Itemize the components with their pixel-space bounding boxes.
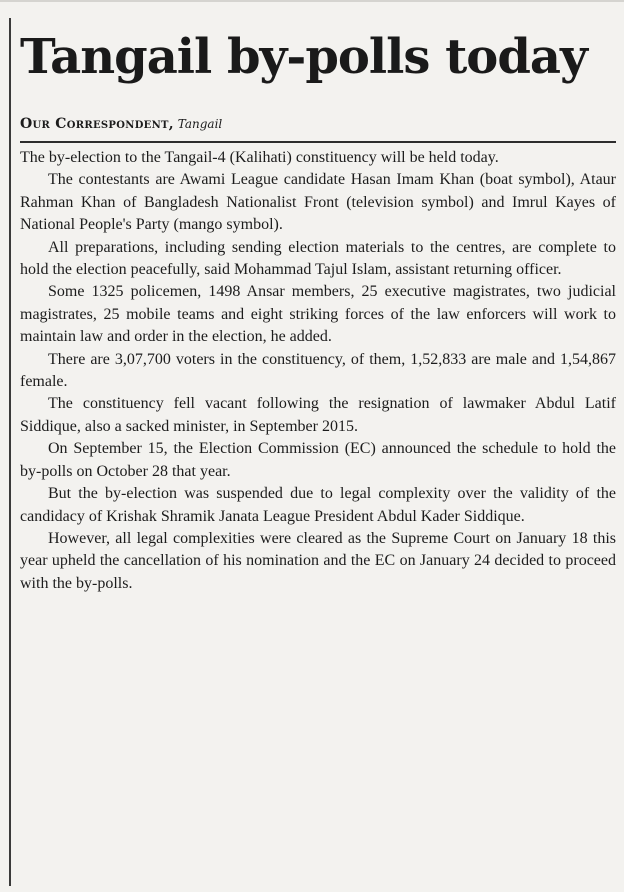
paragraph: But the by-election was suspended due to legal complexity over the validity of the candidacy of Krishak Shramik Janata League President Abdul Kader Siddique. (20, 485, 616, 525)
paragraph: The by-election to the Tangail-4 (Kalihati) constituency will be held today. (20, 149, 499, 166)
paragraph: There are 3,07,700 voters in the constituency, of them, 1,52,833 are male and 1,54,867 female. (20, 350, 616, 391)
headline: Tangail by-polls today (20, 29, 587, 85)
byline-author: Our Correspondent, (20, 116, 174, 132)
paragraph: The contestants are Awami League candidate Hasan Imam Khan (boat symbol), Ataur Rahman Khan of Bangladesh Nationalist Front (television symbol) and Imrul Kayes of National People's Party (mango symbol). (20, 171, 616, 234)
paragraph: The constituency fell vacant following the resignation of lawmaker Abdul Latif Siddique, also a sacked minister, in September 2015. (20, 395, 616, 435)
paragraph: All preparations, including sending election materials to the centres, are complete to hold the election peacefully, said Mohammad Tajul Islam, assistant returning officer. (20, 238, 616, 279)
top-border (0, 0, 624, 2)
article-body (20, 147, 616, 595)
paragraph: Some 1325 policemen, 1498 Ansar members, 25 executive magistrates, two judicial magistrates, 25 mobile teams and eight striking forces of the law enforcers will work to maintain law and order in the election, he added. (20, 283, 616, 346)
byline (20, 116, 616, 132)
byline-divider (20, 141, 616, 143)
column-rule (9, 18, 11, 886)
paragraph: On September 15, the Election Commission (EC) announced the schedule to hold the by-polls on October 28 that year. (20, 440, 616, 480)
byline-location: Tangail (177, 117, 223, 131)
paragraph: However, all legal complexities were cleared as the Supreme Court on January 18 this year upheld the cancellation of his nomination and the EC on January 24 decided to proceed with the by-polls. (20, 529, 616, 592)
news-article (20, 22, 616, 595)
